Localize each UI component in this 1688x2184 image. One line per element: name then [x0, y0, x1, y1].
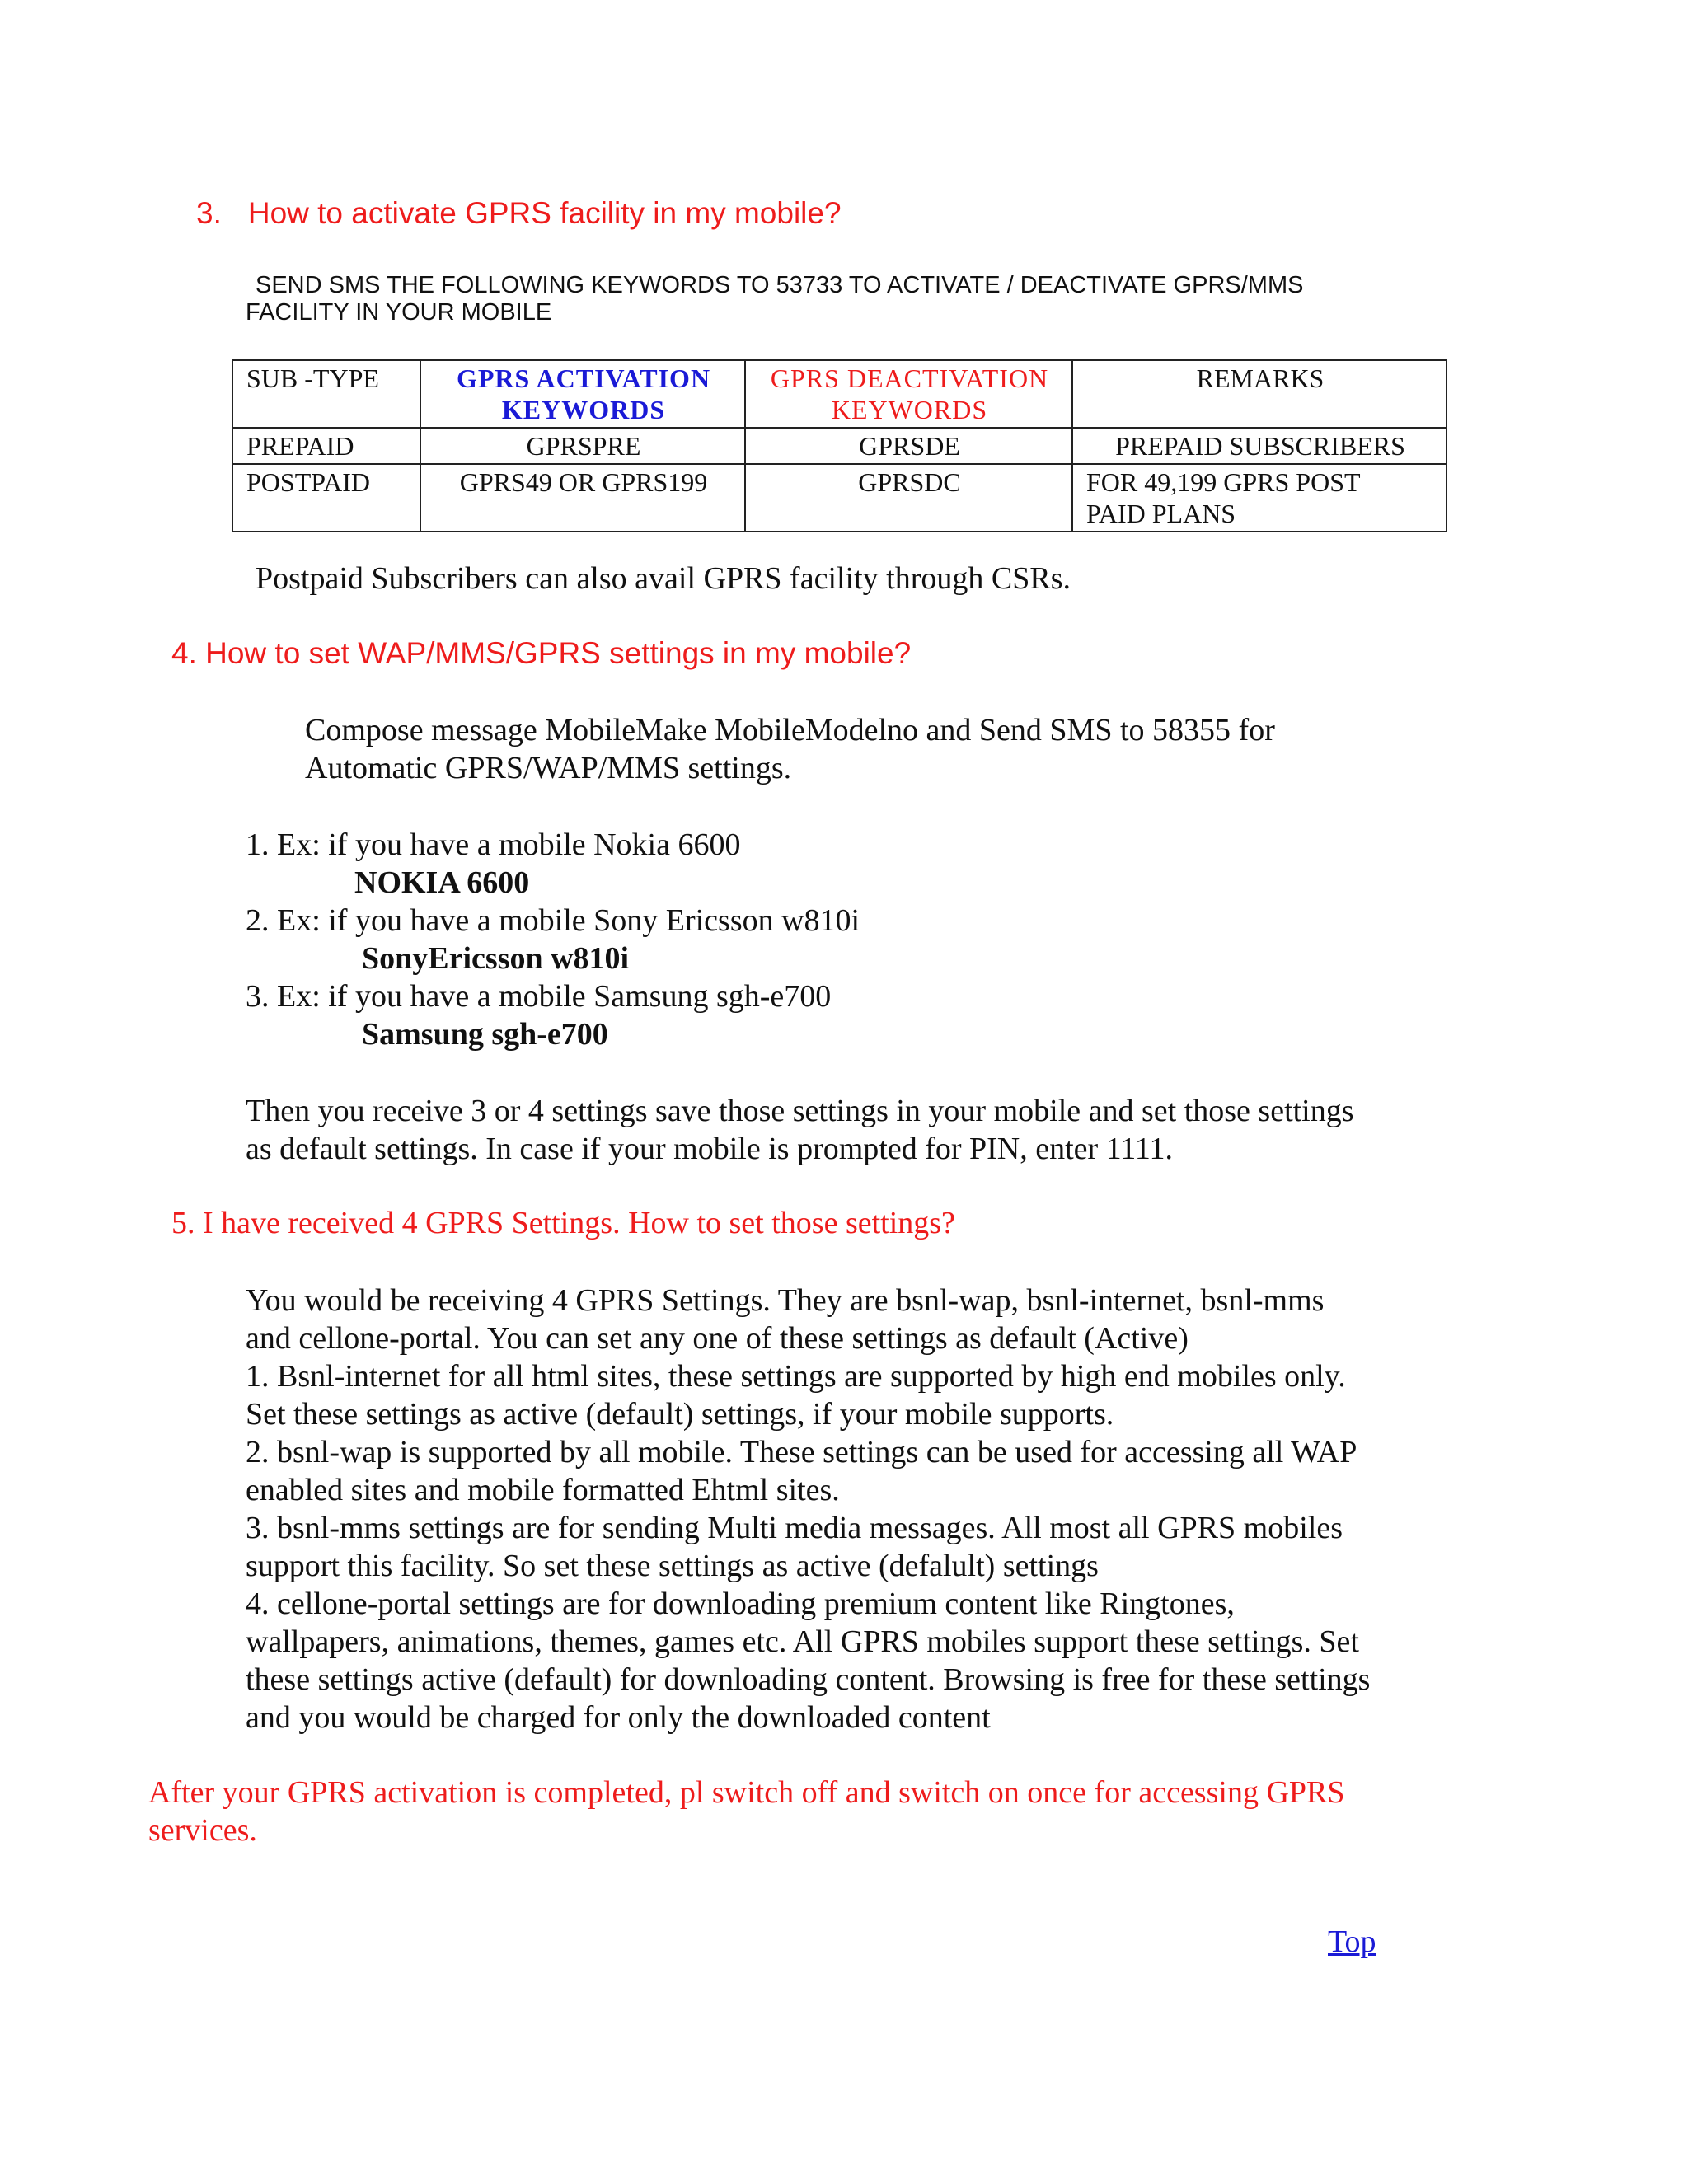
example-2-text: 2. Ex: if you have a mobile Sony Ericsson w810i: [246, 903, 860, 938]
q4-compose-line1: Compose message MobileMake MobileModelno and Send SMS to 58355 for: [305, 713, 1275, 748]
q5-line: these settings active (default) for downloading content. Browsing is free for these settings: [246, 1662, 1371, 1697]
table-header-row: [232, 360, 1447, 428]
header-deactivation: [745, 360, 1072, 428]
cell-deactivation: GPRSDC: [745, 464, 1072, 532]
q3-title: How to activate GPRS facility in my mobile?: [247, 196, 842, 230]
table-row: [232, 428, 1447, 464]
header-deactivation-line2: KEYWORDS: [831, 395, 988, 424]
q5-line: 3. bsnl-mms settings are for sending Multi media messages. All most all GPRS mobiles: [246, 1511, 1343, 1545]
q5-line: 4. cellone-portal settings are for downloading premium content like Ringtones,: [246, 1586, 1235, 1621]
q3-note: Postpaid Subscribers can also avail GPRS facility through CSRs.: [256, 561, 1071, 596]
cell-sub-type: POSTPAID: [232, 464, 420, 532]
q5-line: enabled sites and mobile formatted Ehtml sites.: [246, 1473, 840, 1507]
q5-line: You would be receiving 4 GPRS Settings. They are bsnl-wap, bsnl-internet, bsnl-mms: [246, 1283, 1325, 1318]
footer-note-line1: After your GPRS activation is completed, pl switch off and switch on once for accessing GPRS: [148, 1775, 1345, 1810]
q4-heading: 4. How to set WAP/MMS/GPRS settings in my mobile?: [171, 636, 912, 670]
q3-intro-line1: SEND SMS THE FOLLOWING KEYWORDS TO 53733 TO ACTIVATE / DEACTIVATE GPRS/MMS: [256, 272, 1304, 298]
top-link[interactable]: Top: [1328, 1924, 1376, 1959]
cell-activation: GPRSPRE: [420, 428, 745, 464]
example-1-code: NOKIA 6600: [354, 865, 530, 900]
example-3-text: 3. Ex: if you have a mobile Samsung sgh-e700: [246, 979, 832, 1014]
header-activation-line1: GPRS ACTIVATION: [456, 363, 711, 393]
q5-line: and cellone-portal. You can set any one of these settings as default (Active): [246, 1321, 1189, 1356]
q3-intro-line2: FACILITY IN YOUR MOBILE: [246, 299, 552, 326]
example-3-code: Samsung sgh-e700: [362, 1017, 608, 1052]
keywords-table: [232, 359, 1447, 532]
cell-deactivation: GPRSDE: [745, 428, 1072, 464]
q4-after-line2: as default settings. In case if your mobile is prompted for PIN, enter 1111.: [246, 1132, 1173, 1166]
q5-line: and you would be charged for only the downloaded content: [246, 1700, 991, 1735]
q4-compose-line2: Automatic GPRS/WAP/MMS settings.: [305, 751, 792, 785]
cell-activation: GPRS49 OR GPRS199: [420, 464, 745, 532]
cell-remarks: [1072, 428, 1447, 464]
cell-remarks: [1072, 464, 1447, 532]
q5-line: support this facility. So set these settings as active (defalult) settings: [246, 1549, 1099, 1583]
cell-remarks-line1: PREPAID SUBSCRIBERS: [1115, 431, 1405, 461]
header-activation-line2: KEYWORDS: [501, 395, 666, 424]
q5-line: Set these settings as active (default) settings, if your mobile supports.: [246, 1397, 1114, 1432]
q3-number: 3.: [196, 196, 222, 230]
header-sub-type: SUB -TYPE: [232, 360, 420, 428]
footer-note-line2: services.: [148, 1813, 257, 1848]
q5-heading: 5. I have received 4 GPRS Settings. How to set those settings?: [171, 1206, 955, 1240]
header-deactivation-line1: GPRS DEACTIVATION: [770, 363, 1049, 393]
q4-after-line1: Then you receive 3 or 4 settings save those settings in your mobile and set those settings: [246, 1094, 1354, 1128]
q5-line: 2. bsnl-wap is supported by all mobile. These settings can be used for accessing all WAP: [246, 1435, 1357, 1469]
header-activation: [420, 360, 745, 428]
cell-remarks-line2: PAID PLANS: [1086, 499, 1236, 528]
cell-sub-type: PREPAID: [232, 428, 420, 464]
q5-line: wallpapers, animations, themes, games etc. All GPRS mobiles support these settings. Set: [246, 1624, 1359, 1659]
header-remarks: REMARKS: [1072, 360, 1447, 428]
cell-remarks-line1: FOR 49,199 GPRS POST: [1086, 467, 1361, 497]
q5-line: 1. Bsnl-internet for all html sites, these settings are supported by high end mobiles only.: [246, 1359, 1346, 1394]
example-2-code: SonyEricsson w810i: [362, 941, 630, 976]
example-1-text: 1. Ex: if you have a mobile Nokia 6600: [246, 827, 741, 862]
q3-heading: [196, 196, 842, 231]
table-row: [232, 464, 1447, 532]
